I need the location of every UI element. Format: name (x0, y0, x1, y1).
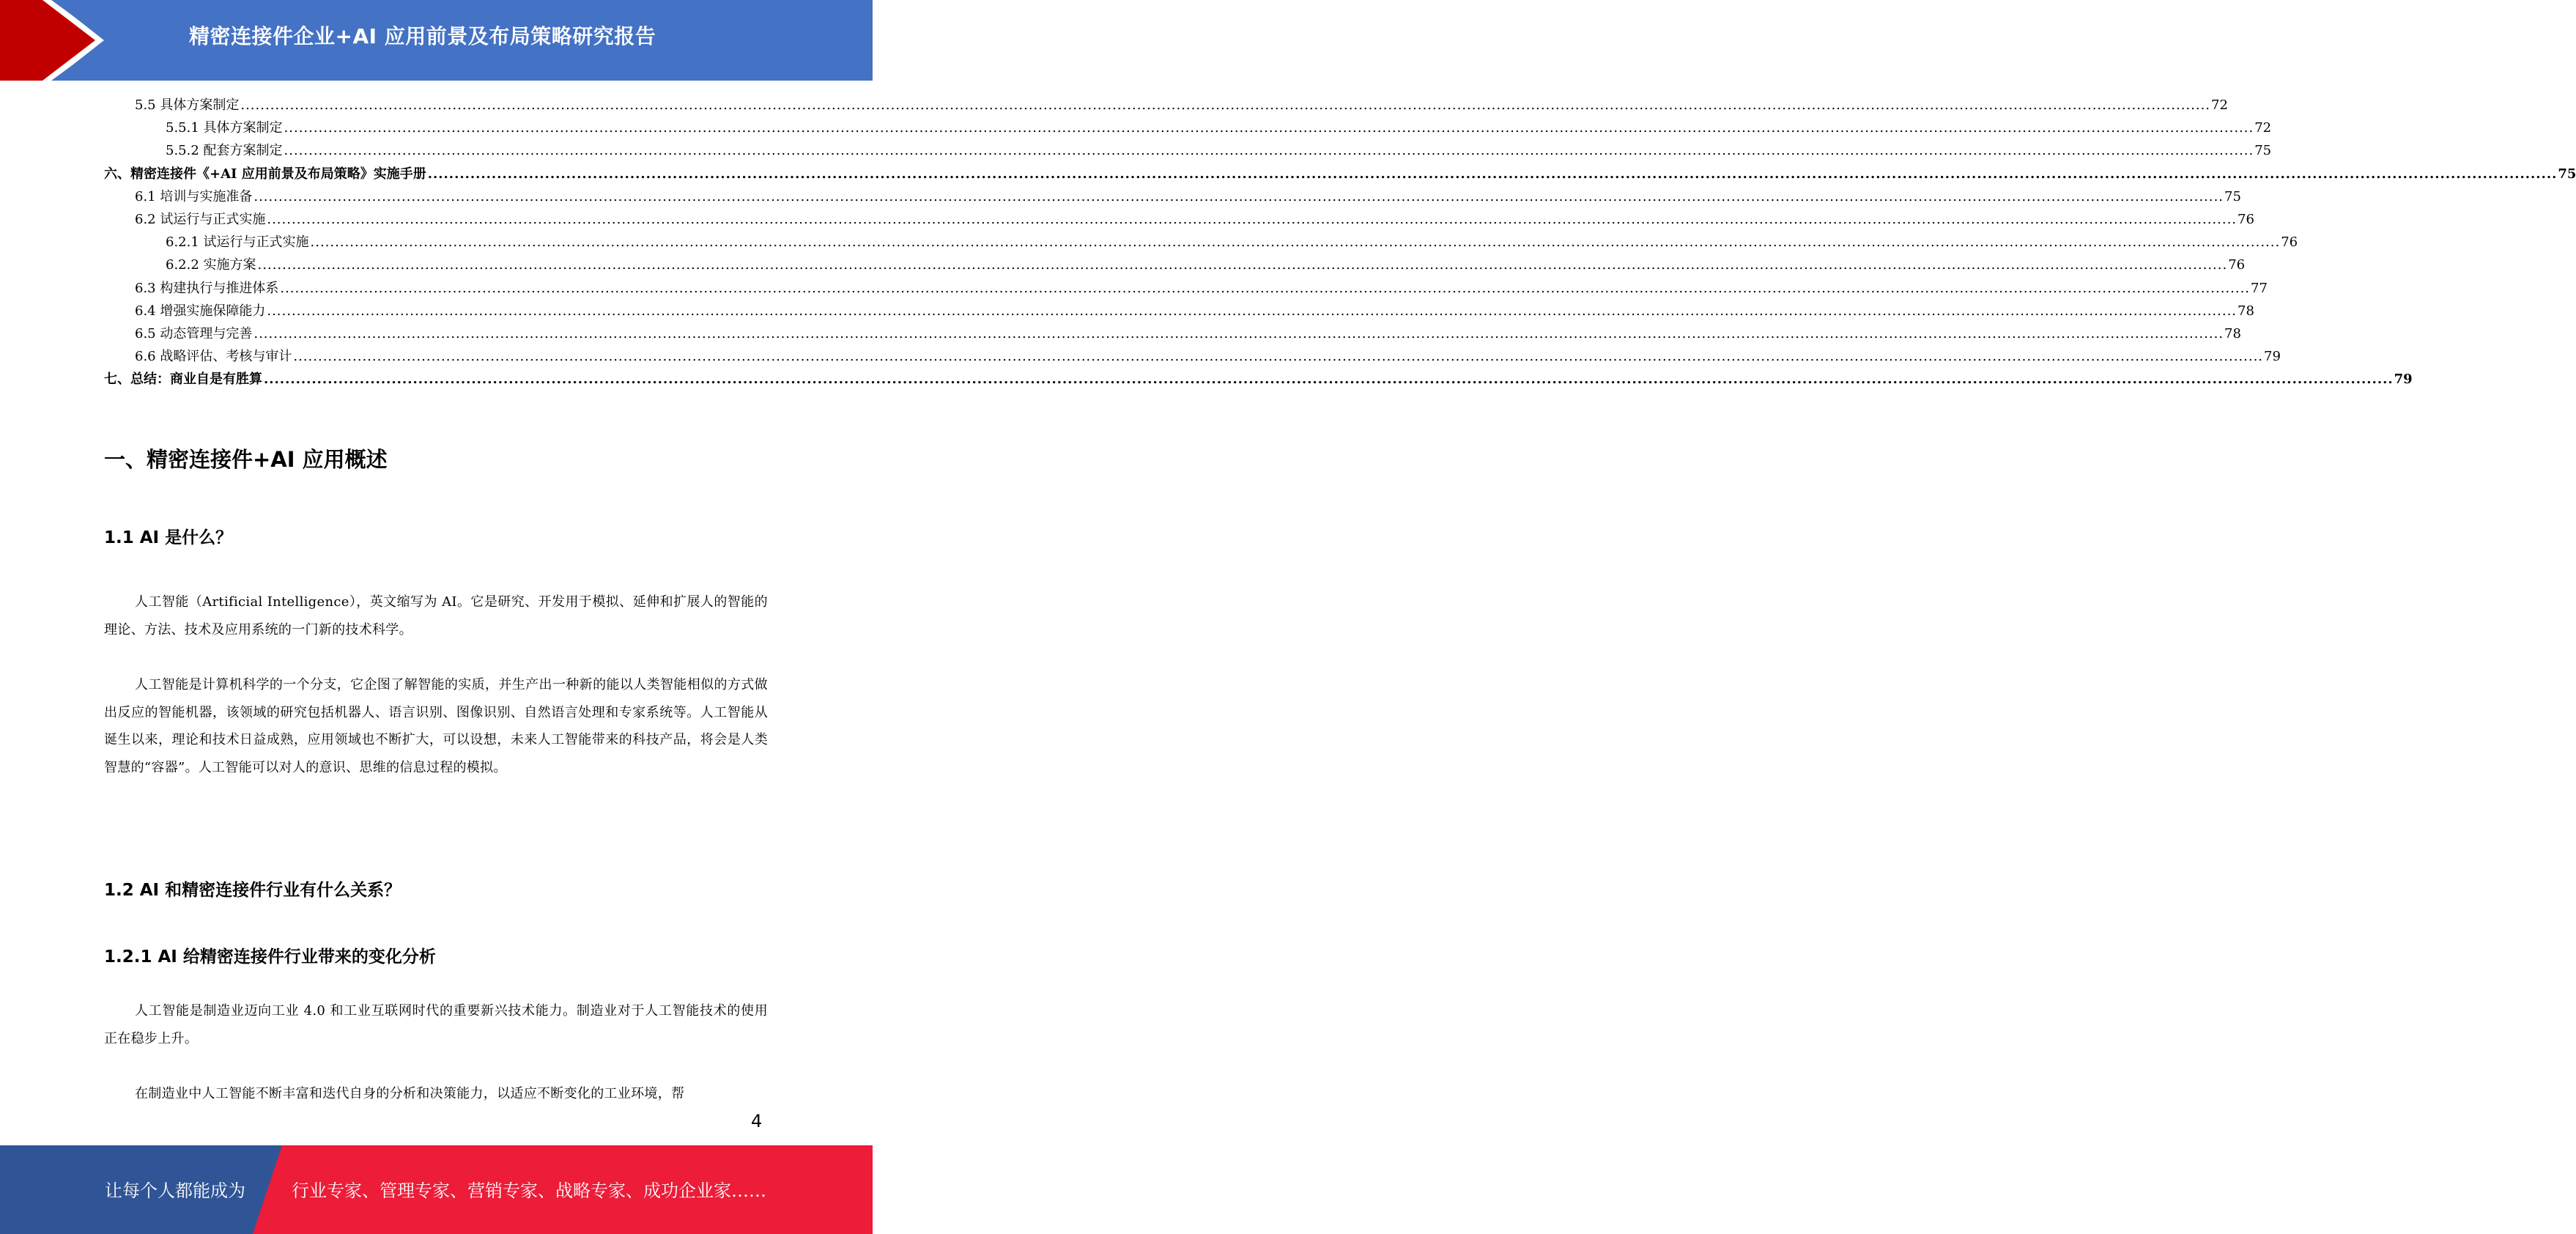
toc-entry-title: 6.1 培训与实施准备 (135, 188, 253, 204)
header-arrow-icon (0, 0, 117, 81)
toc-entry-title: 七、总结：商业自是有胜算 (104, 372, 262, 388)
toc-leader-dots: ................................................................................................................................................................................................................................................................................................................................................................................................................ (284, 143, 2254, 159)
report-title: 精密连接件企业+AI 应用前景及布局策略研究报告 (189, 24, 656, 48)
toc-entry[interactable] (104, 254, 2246, 276)
toc-entry-page: 75 (2558, 166, 2576, 182)
toc-leader-dots: ................................................................................................................................................................................................................................................................................................................................................................................................................ (264, 372, 2394, 388)
toc-entry-page: 75 (2224, 188, 2241, 204)
toc-entry-page: 76 (2228, 257, 2246, 273)
page-number: 4 (751, 1111, 763, 1131)
toc-entry-page: 78 (2238, 303, 2254, 319)
toc-leader-dots: ................................................................................................................................................................................................................................................................................................................................................................................................................ (427, 166, 2558, 182)
toc-entry-page: 76 (2281, 234, 2298, 251)
toc-entry-title: 6.2 试运行与正式实施 (135, 211, 266, 227)
page-footer (0, 1145, 873, 1234)
toc-entry-page: 75 (2254, 143, 2272, 159)
chapter-heading: 一、精密连接件+AI 应用概述 (104, 447, 388, 472)
footer-slogan-right: 行业专家、管理专家、营销专家、战略专家、成功企业家…… (292, 1181, 766, 1201)
toc-leader-dots: ................................................................................................................................................................................................................................................................................................................................................................................................................ (253, 325, 2224, 341)
toc-entry-page: 76 (2238, 211, 2254, 227)
toc-entry-title: 六、精密连接件《+AI 应用前景及布局策略》实施手册 (104, 166, 426, 182)
toc-entry[interactable] (104, 139, 2272, 162)
toc-leader-dots: ................................................................................................................................................................................................................................................................................................................................................................................................................ (253, 188, 2224, 204)
toc-entry-page: 79 (2394, 372, 2413, 388)
toc-leader-dots: ................................................................................................................................................................................................................................................................................................................................................................................................................ (267, 211, 2238, 227)
toc-leader-dots: ................................................................................................................................................................................................................................................................................................................................................................................................................ (240, 97, 2211, 113)
toc-entry[interactable] (104, 277, 2268, 300)
toc-entry[interactable] (104, 345, 2281, 368)
toc-leader-dots: ................................................................................................................................................................................................................................................................................................................................................................................................................ (293, 349, 2264, 365)
page-header (0, 0, 873, 81)
toc-entry-title: 6.2.2 实施方案 (166, 257, 256, 273)
toc-entry-title: 6.6 战略评估、考核与审计 (135, 349, 292, 365)
toc-entry-title: 6.2.1 试运行与正式实施 (166, 234, 309, 251)
toc-leader-dots: ................................................................................................................................................................................................................................................................................................................................................................................................................ (257, 257, 2228, 273)
toc-leader-dots: ................................................................................................................................................................................................................................................................................................................................................................................................................ (267, 303, 2238, 319)
toc-entry-page: 79 (2264, 349, 2281, 365)
toc-entry-title: 6.3 构建执行与推进体系 (135, 280, 279, 296)
toc-entry-title: 6.4 增强实施保障能力 (135, 303, 266, 319)
toc-leader-dots: ................................................................................................................................................................................................................................................................................................................................................................................................................ (284, 120, 2254, 136)
paragraph-manufacturing: 人工智能是制造业迈向工业 4.0 和工业互联网时代的重要新兴技术能力。制造业对于人工智能技术的使用正在稳步上升。 (104, 1003, 768, 1046)
footer-slogan-left: 让每个人都能成为 (105, 1181, 245, 1201)
toc-entry[interactable] (104, 231, 2298, 254)
toc-entry[interactable] (104, 185, 2241, 208)
toc-entry-page: 78 (2224, 325, 2241, 341)
section-heading-1-2-1: 1.2.1 AI 给精密连接件行业带来的变化分析 (104, 947, 436, 967)
toc-entry-title: 5.5 具体方案制定 (135, 97, 240, 113)
paragraph-analysis: 在制造业中人工智能不断丰富和迭代自身的分析和决策能力，以适应不断变化的工业环境，帮 (135, 1086, 685, 1101)
toc-entry[interactable] (104, 117, 2272, 139)
toc-entry[interactable] (104, 368, 2413, 391)
paragraph-ai-branch: 人工智能是计算机科学的一个分支，它企图了解智能的实质，并生产出一种新的能以人类智能相似的方式做出反应的智能机器，该领域的研究包括机器人、语言识别、图像识别、自然语言处理和专家系统等。人工智能从诞生以来，理论和技术日益成熟，应用领域也不断扩大，可以设想，未来人工智能带来的科技产品，将会是人类智慧的“容器”。人工智能可以对人的意识、思维的信息过程的模拟。 (104, 677, 768, 775)
toc-entry[interactable] (104, 322, 2241, 345)
section-heading-1-2: 1.2 AI 和精密连接件行业有什么关系？ (104, 881, 401, 900)
toc-entry-page: 77 (2251, 280, 2268, 296)
section-heading-1-1: 1.1 AI 是什么？ (104, 528, 233, 547)
toc-entry-title: 5.5.1 具体方案制定 (166, 120, 283, 136)
toc-entry[interactable] (104, 163, 2576, 185)
toc-entry[interactable] (104, 208, 2254, 231)
toc-leader-dots: ................................................................................................................................................................................................................................................................................................................................................................................................................ (310, 234, 2281, 251)
table-of-contents (104, 94, 2576, 391)
toc-entry-title: 5.5.2 配套方案制定 (166, 143, 283, 159)
toc-entry-page: 72 (2254, 120, 2272, 136)
toc-entry-page: 72 (2211, 97, 2228, 113)
paragraph-ai-definition: 人工智能（Artificial Intelligence），英文缩写为 AI。它是研究、开发用于模拟、延伸和扩展人的智能的理论、方法、技术及应用系统的一门新的技术科学。 (104, 594, 768, 638)
toc-entry-title: 6.5 动态管理与完善 (135, 325, 253, 341)
toc-entry[interactable] (104, 300, 2254, 322)
toc-entry[interactable] (104, 94, 2228, 117)
toc-leader-dots: ................................................................................................................................................................................................................................................................................................................................................................................................................ (280, 280, 2251, 296)
